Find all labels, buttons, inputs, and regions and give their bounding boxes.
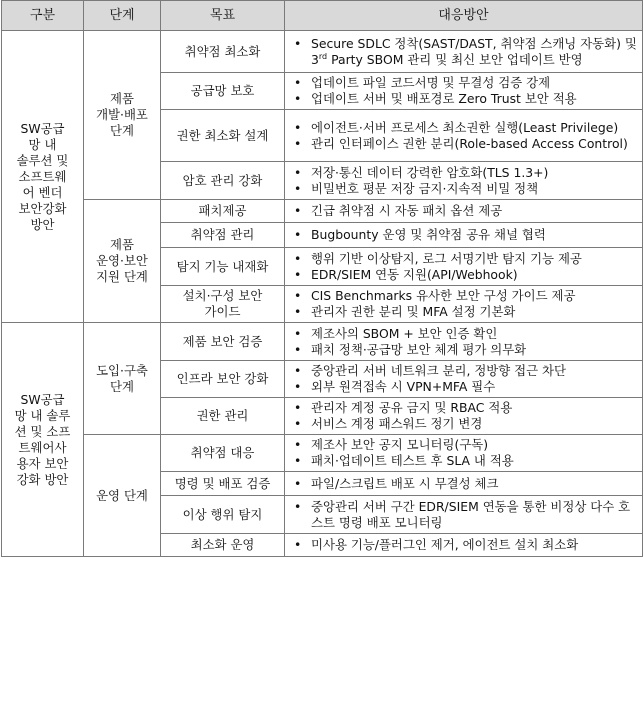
goal-cell: 취약점 대응 bbox=[161, 435, 285, 472]
list-item: • 미사용 기능/플러그인 제거, 에이전트 설치 최소화 bbox=[294, 537, 579, 552]
measures-list bbox=[289, 326, 638, 358]
bullet-icon: • bbox=[294, 437, 302, 452]
goal-cell: 인프라 보안 강화 bbox=[161, 361, 285, 398]
bullet-icon: • bbox=[294, 250, 302, 266]
bullet-icon: • bbox=[294, 227, 302, 242]
measures-cell bbox=[285, 398, 643, 435]
measures-cell bbox=[285, 200, 643, 223]
bullet-icon: • bbox=[294, 453, 302, 468]
measures-list bbox=[289, 165, 638, 197]
measures-list bbox=[289, 227, 638, 243]
list-item: • 서비스 계정 패스워드 정기 변경 bbox=[294, 416, 483, 431]
bullet-icon: • bbox=[294, 341, 302, 357]
measures-list bbox=[289, 203, 638, 219]
measures-cell bbox=[285, 361, 643, 398]
bullet-icon: • bbox=[294, 180, 302, 196]
header-stage: 단계 bbox=[84, 1, 161, 31]
measures-list bbox=[289, 476, 638, 492]
list-item: • 외부 원격접속 시 VPN+MFA 필수 bbox=[294, 379, 496, 394]
security-table bbox=[1, 0, 643, 557]
list-item: • 관리 인터페이스 권한 분리(Role-based Access Control) bbox=[294, 135, 628, 151]
bullet-icon: • bbox=[294, 75, 302, 90]
bullet-icon: • bbox=[294, 266, 302, 282]
measures-cell bbox=[285, 323, 643, 361]
stage-cell: 운영 단계 bbox=[84, 435, 161, 557]
list-item: • 긴급 취약점 시 자동 패치 옵션 제공 bbox=[294, 203, 503, 218]
list-item: • 중앙관리 서버 네트워크 분리, 정방향 접근 차단 bbox=[294, 363, 566, 378]
list-item: • Bugbounty 운영 및 취약점 공유 채널 협력 bbox=[294, 227, 546, 242]
measures-list bbox=[289, 251, 638, 283]
goal-cell: 권한 관리 bbox=[161, 398, 285, 435]
bullet-icon: • bbox=[294, 35, 302, 51]
measures-cell bbox=[285, 286, 643, 323]
list-item: • CIS Benchmarks 유사한 보안 구성 가이드 제공 bbox=[294, 288, 576, 303]
list-item: • 업데이트 파일 코드서명 및 무결성 검증 강제 bbox=[294, 75, 551, 90]
list-item: • 파일/스크립트 배포 시 무결성 체크 bbox=[294, 475, 499, 491]
measures-cell bbox=[285, 248, 643, 286]
goal-cell: 최소화 운영 bbox=[161, 534, 285, 557]
stage-cell: 도입·구축 단계 bbox=[84, 323, 161, 435]
bullet-icon: • bbox=[294, 203, 302, 218]
goal-cell: 이상 행위 탐지 bbox=[161, 496, 285, 534]
header-row bbox=[2, 1, 643, 31]
goal-cell: 공급망 보호 bbox=[161, 73, 285, 110]
measures-list bbox=[289, 437, 638, 469]
category-cell: SW공급 망 내 솔루 션 및 소프 트웨어사 용자 보안 강화 방안 bbox=[2, 323, 84, 557]
goal-cell: 권한 최소화 설계 bbox=[161, 110, 285, 162]
measures-cell bbox=[285, 472, 643, 496]
goal-cell: 취약점 최소화 bbox=[161, 31, 285, 73]
bullet-icon: • bbox=[294, 325, 302, 341]
header-category: 구분 bbox=[2, 1, 84, 31]
goal-cell: 패치제공 bbox=[161, 200, 285, 223]
goal-cell: 암호 관리 강화 bbox=[161, 162, 285, 200]
goal-cell: 명령 및 배포 검증 bbox=[161, 472, 285, 496]
list-item: • EDR/SIEM 연동 지원(API/Webhook) bbox=[294, 266, 518, 282]
bullet-icon: • bbox=[294, 304, 302, 319]
list-item: • 행위 기반 이상탐지, 로그 서명기반 탐지 기능 제공 bbox=[294, 250, 582, 266]
list-item: • 비밀번호 평문 저장 금지·지속적 비밀 정책 bbox=[294, 180, 539, 196]
goal-cell: 탐지 기능 내재화 bbox=[161, 248, 285, 286]
list-item: • 패치 정책·공급망 보안 체계 평가 의무화 bbox=[294, 341, 527, 357]
measures-list bbox=[289, 36, 638, 68]
measures-list bbox=[289, 499, 638, 531]
list-item: • 관리자 계정 공유 금지 및 RBAC 적용 bbox=[294, 400, 513, 415]
goal-cell: 설치·구성 보안 가이드 bbox=[161, 286, 285, 323]
table-row bbox=[2, 435, 643, 472]
list-item: • 패치·업데이트 테스트 후 SLA 내 적용 bbox=[294, 453, 514, 468]
measures-list bbox=[289, 75, 638, 107]
bullet-icon: • bbox=[294, 416, 302, 431]
list-item: • 제조사의 SBOM + 보안 인증 확인 bbox=[294, 325, 498, 341]
goal-cell: 취약점 관리 bbox=[161, 223, 285, 248]
measures-cell bbox=[285, 162, 643, 200]
bullet-icon: • bbox=[294, 164, 302, 180]
measures-list bbox=[289, 537, 638, 553]
list-item: • 업데이트 서버 및 배포경로 Zero Trust 보안 적용 bbox=[294, 91, 577, 106]
measures-list bbox=[289, 400, 638, 432]
list-item: • 중앙관리 서버 구간 EDR/SIEM 연동을 통한 비정상 다수 호스트 명령 배포 모니터링 bbox=[294, 498, 631, 530]
list-item: • 제조사 보안 공지 모니터링(구독) bbox=[294, 437, 489, 452]
measures-cell bbox=[285, 110, 643, 162]
superscript: rd bbox=[318, 51, 328, 61]
table-row bbox=[2, 200, 643, 223]
category-cell: SW공급 망 내 솔루션 및 소프트웨 어 벤더 보안강화 방안 bbox=[2, 31, 84, 323]
bullet-icon: • bbox=[294, 498, 302, 514]
measures-list bbox=[289, 363, 638, 395]
list-item: • 저장·통신 데이터 강력한 암호화(TLS 1.3+) bbox=[294, 164, 549, 180]
measures-cell bbox=[285, 534, 643, 557]
stage-cell: 제품 운영·보안 지원 단계 bbox=[84, 200, 161, 323]
bullet-icon: • bbox=[294, 119, 302, 135]
table-row bbox=[2, 323, 643, 361]
bullet-icon: • bbox=[294, 363, 302, 378]
bullet-icon: • bbox=[294, 288, 302, 303]
measures-cell bbox=[285, 435, 643, 472]
bullet-icon: • bbox=[294, 475, 302, 491]
stage-cell: 제품 개발·배포 단계 bbox=[84, 31, 161, 200]
list-item: • Secure SDLC 정착(SAST/DAST, 취약점 스캐닝 자동화) 및 3rd Party SBOM 관리 및 최신 보안 업데이트 반영 bbox=[294, 35, 637, 67]
bullet-icon: • bbox=[294, 135, 302, 151]
bullet-icon: • bbox=[294, 537, 302, 552]
measures-cell bbox=[285, 73, 643, 110]
table-body bbox=[2, 31, 643, 557]
header-goal: 목표 bbox=[161, 1, 285, 31]
table-row bbox=[2, 31, 643, 73]
list-item: • 관리자 권한 분리 및 MFA 설정 기본화 bbox=[294, 304, 516, 319]
measures-cell bbox=[285, 496, 643, 534]
bullet-icon: • bbox=[294, 379, 302, 394]
measures-cell bbox=[285, 31, 643, 73]
header-measures: 대응방안 bbox=[285, 1, 643, 31]
bullet-icon: • bbox=[294, 400, 302, 415]
goal-cell: 제품 보안 검증 bbox=[161, 323, 285, 361]
list-item: • 에이전트·서버 프로세스 최소권한 실행(Least Privilege) bbox=[294, 119, 619, 135]
bullet-icon: • bbox=[294, 91, 302, 106]
measures-list bbox=[289, 288, 638, 320]
measures-cell bbox=[285, 223, 643, 248]
measures-list bbox=[289, 120, 638, 152]
